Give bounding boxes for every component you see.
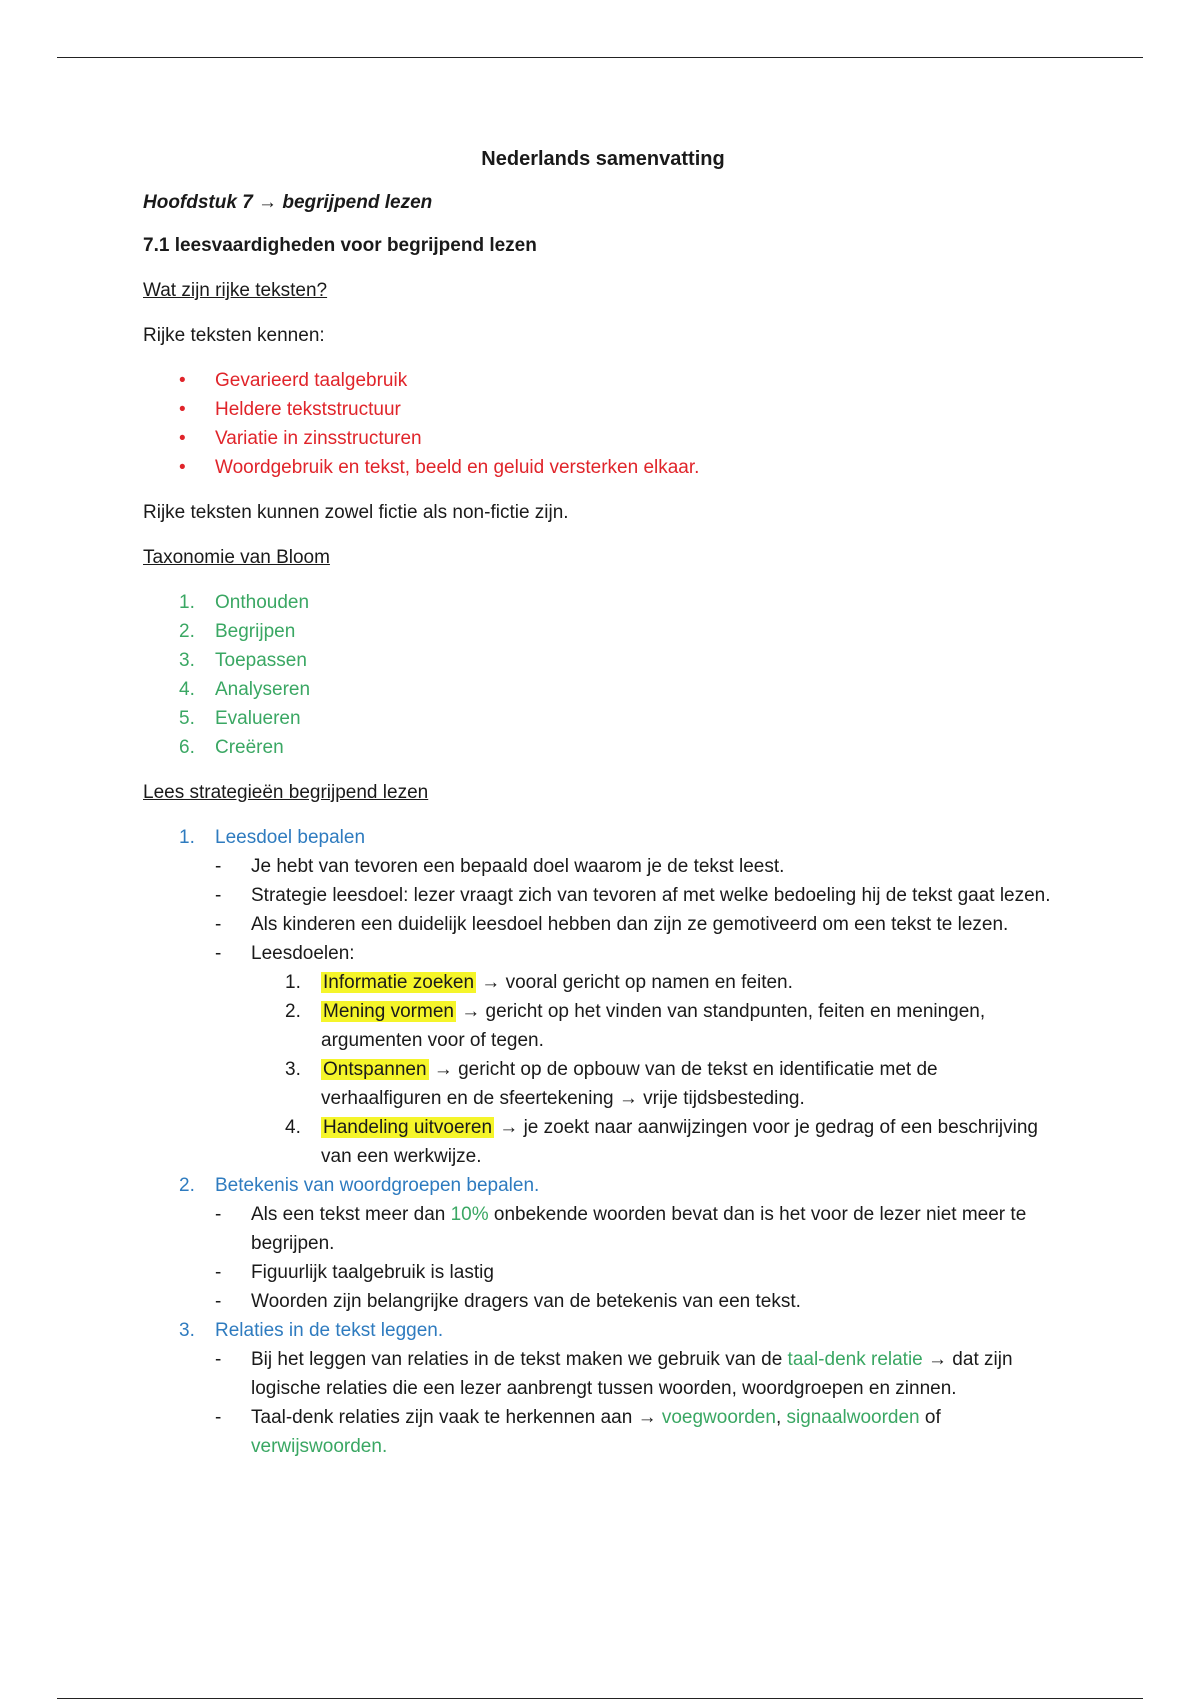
rich-texts-heading: Wat zijn rijke teksten? <box>143 280 328 301</box>
footer-rule <box>57 1698 1143 1699</box>
strategy-points <box>215 852 1063 1171</box>
list-item: 1. Onthouden <box>179 592 310 613</box>
list-item: - Leesdoelen: 1. Informatie zoeken → vooral gericht op namen en feiten. 2. Mening vormen → gericht op het vinden van standpunten, feiten en meningen, argumenten voor of tegen. 3. Ontspannen → gericht op de opbouw van de tekst en identificatie met de verhaalfiguren en de sfeertekening → vrije tijdsbesteding. 4. Handeling uitvoeren → je zoekt naar aanwijzingen voor je gedrag of een beschrijving van een werkwijze. <box>215 939 1063 1171</box>
list-item: 3. Toepassen <box>179 650 307 671</box>
strategy-title: Relaties in de tekst leggen. <box>215 1320 444 1341</box>
strategies-heading: Lees strategieën begrijpend lezen <box>143 782 429 803</box>
strategy-points <box>215 1200 1063 1316</box>
list-item: 2. Begrijpen <box>179 621 296 642</box>
rich-texts-list <box>143 366 1063 482</box>
reading-goals-list <box>251 968 1063 1171</box>
list-item: 4. Analyseren <box>179 679 311 700</box>
section-heading: 7.1 leesvaardigheden voor begrijpend lezen <box>143 235 537 256</box>
list-item: 4. Handeling uitvoeren → je zoekt naar aanwijzingen voor je gedrag of een beschrijving van een werkwijze. <box>285 1117 1038 1167</box>
list-item: • Variatie in zinsstructuren <box>143 424 1063 453</box>
strategy-points <box>215 1345 1063 1461</box>
list-item: - Bij het leggen van relaties in de tekst maken we gebruik van de taal-denk relatie → dat zijn logische relaties die een lezer aanbrengt tussen woorden, woordgroepen en zinnen. <box>215 1349 1013 1399</box>
strategy-item: 2. Betekenis van woordgroepen bepalen. - Als een tekst meer dan 10% onbekende woorden bevat dan is het voor de lezer niet meer te begrijpen. - Figuurlijk taalgebruik is lastig - Woorden zijn belangrijke dragers van de betekenis van een tekst. <box>143 1171 1063 1316</box>
list-item: • Gevarieerd taalgebruik <box>143 366 1063 395</box>
list-item: - Strategie leesdoel: lezer vraagt zich van tevoren af met welke bedoeling hij de tekst gaat lezen. <box>215 885 1051 906</box>
list-item: 1. Informatie zoeken → vooral gericht op namen en feiten. <box>285 972 793 993</box>
bullet-icon: • <box>179 370 186 391</box>
rich-texts-intro: Rijke teksten kennen: <box>143 325 325 346</box>
list-item: - Je hebt van tevoren een bepaald doel waarom je de tekst leest. <box>215 856 785 877</box>
rich-texts-note: Rijke teksten kunnen zowel fictie als non-fictie zijn. <box>143 502 569 523</box>
list-item: - Figuurlijk taalgebruik is lastig <box>215 1262 494 1283</box>
list-item: 5. Evalueren <box>179 708 301 729</box>
list-item: 6. Creëren <box>179 737 284 758</box>
strategy-title: Betekenis van woordgroepen bepalen. <box>215 1175 540 1196</box>
strategy-item: 1. Leesdoel bepalen - Je hebt van tevoren een bepaald doel waarom je de tekst leest. - Strategie leesdoel: lezer vraagt zich van tevoren af met welke bedoeling hij de tekst gaat lezen. - Als kinderen een duidelijk leesdoel hebben dan zijn ze gemotiveerd om een tekst te lezen. - Leesdoelen: 1. Informatie zoeken → vooral gericht op namen en feiten. 2. Mening vormen → gericht op het vinden van standpunten, feiten en meningen, argumenten voor of tegen. 3. Ontspannen → gericht op de opbouw van de tekst en identificatie met de verhaalfiguren en de sfeertekening → vrije tijdsbesteding. 4. Handeling uitvoeren → je zoekt naar aanwijzingen voor je gedrag of een beschrijving van een werkwijze. <box>143 823 1063 1171</box>
strategy-title: Leesdoel bepalen <box>215 827 366 848</box>
list-item: 2. Mening vormen → gericht op het vinden van standpunten, feiten en meningen, argumenten voor of tegen. <box>285 1001 986 1051</box>
highlighted-term: Handeling uitvoeren <box>323 1117 493 1138</box>
list-item: - Taal-denk relaties zijn vaak te herkennen aan → voegwoorden, signaalwoorden of verwijswoorden. <box>215 1407 941 1457</box>
bullet-icon: • <box>179 457 186 478</box>
highlighted-term: Ontspannen <box>323 1059 427 1080</box>
highlighted-term: Mening vormen <box>323 1001 454 1022</box>
list-item: - Woorden zijn belangrijke dragers van de betekenis van een tekst. <box>215 1291 801 1312</box>
list-item: - Als kinderen een duidelijk leesdoel hebben dan zijn ze gemotiveerd om een tekst te lezen. <box>215 914 1009 935</box>
bullet-icon: • <box>179 428 186 449</box>
chapter-heading: Hoofdstuk 7 → begrijpend lezen <box>143 192 433 213</box>
list-item: - Als een tekst meer dan 10% onbekende woorden bevat dan is het voor de lezer niet meer te begrijpen. <box>215 1204 1027 1254</box>
document-title: Nederlands samenvatting <box>481 148 725 170</box>
strategy-item: 3. Relaties in de tekst leggen. - Bij het leggen van relaties in de tekst maken we gebruik van de taal-denk relatie → dat zijn logische relaties die een lezer aanbrengt tussen woorden, woordgroepen en zinnen. - Taal-denk relaties zijn vaak te herkennen aan → voegwoorden, signaalwoorden of verwijswoorden. <box>143 1316 1063 1461</box>
list-item: • Woordgebruik en tekst, beeld en geluid versterken elkaar. <box>143 453 1063 482</box>
bloom-list <box>143 588 1063 762</box>
bullet-icon: • <box>179 399 186 420</box>
bloom-heading: Taxonomie van Bloom <box>143 547 330 568</box>
header-rule <box>57 57 1143 58</box>
list-item: 3. Ontspannen → gericht op de opbouw van de tekst en identificatie met de verhaalfiguren en de sfeertekening → vrije tijdsbesteding. <box>285 1059 938 1109</box>
strategies-list <box>143 823 1063 1461</box>
document-page <box>143 140 1063 1461</box>
highlighted-term: Informatie zoeken <box>323 972 475 993</box>
list-item: • Heldere tekststructuur <box>143 395 1063 424</box>
